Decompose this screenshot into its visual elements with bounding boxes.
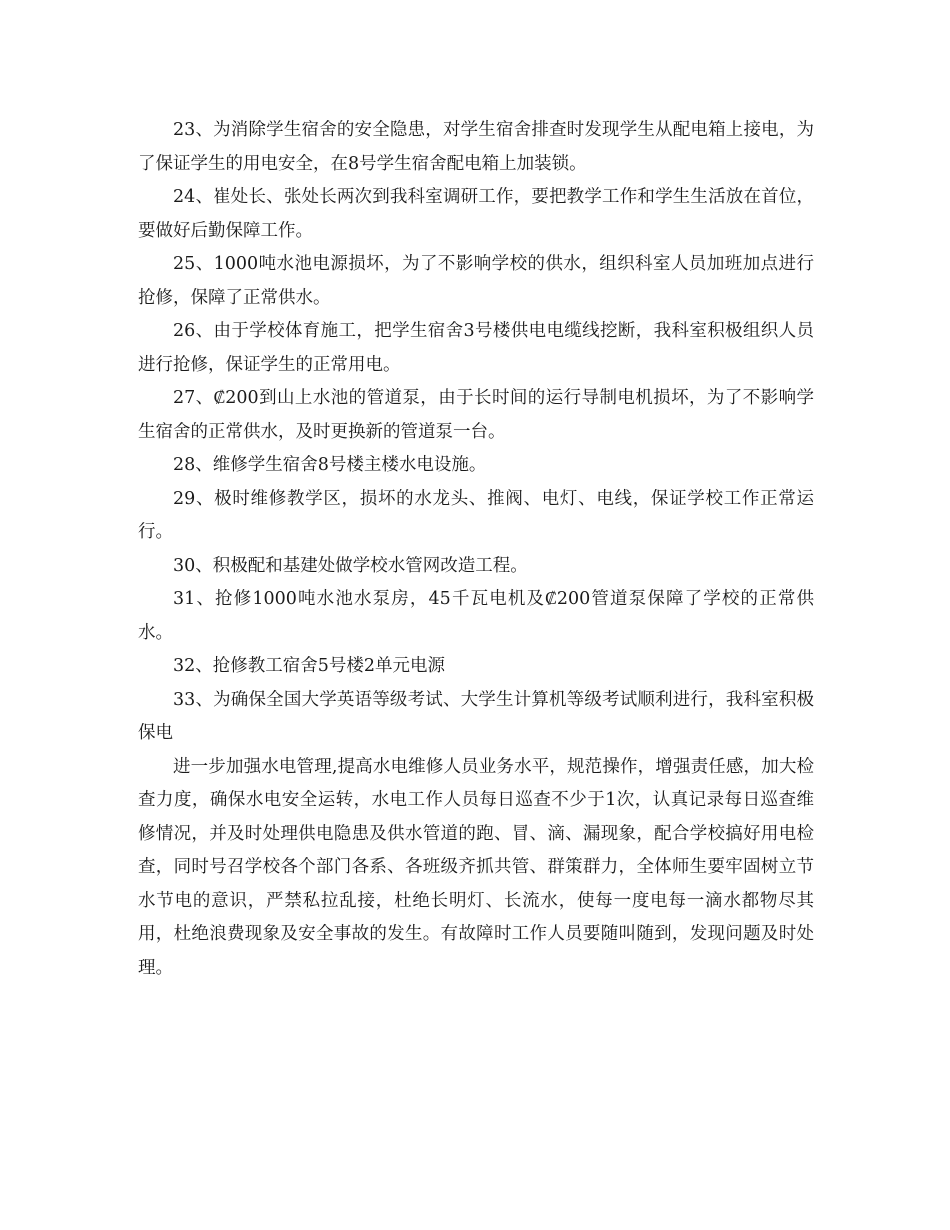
- paragraph-31: 31、抢修1000吨水池水泵房，45千瓦电机及₡200管道泵保障了学校的正常供水。: [138, 589, 814, 643]
- paragraph-32: 32、抢修教工宿舍5号楼2单元电源: [173, 656, 446, 676]
- paragraph-30: 30、积极配和基建处做学校水管网改造工程。: [173, 555, 528, 576]
- paragraph-33: 33、为确保全国大学英语等级考试、大学生计算机等级考试顺利进行，我科室积极保电: [138, 689, 814, 743]
- paragraph-24: 24、崔处长、张处长两次到我科室调研工作，要把教学工作和学生生活放在首位，要做好后勤保障工作。: [138, 187, 814, 241]
- paragraph-23: 23、为消除学生宿舍的安全隐患，对学生宿舍排查时发现学生从配电箱上接电，为了保证学生的用电安全，在8号学生宿舍配电箱上加装锁。: [138, 120, 814, 174]
- paragraph-28: 28、维修学生宿舍8号楼主楼水电设施。: [173, 455, 487, 475]
- paragraph-summary: 进一步加强水电管理,提高水电维修人员业务水平，规范操作，增强责任感，加大检查力度，确保水电安全运转，水电工作人员每日巡查不少于1次，认真记录每日巡查维修情况，并及时处理供电隐患及供水管道的跑、冒、滴、漏现象，配合学校搞好用电检查，同时号召学校各个部门各系、各班级齐抓共管、群策群力，全体师生要牢固树立节水节电的意识，严禁私拉乱接，杜绝长明灯、长流水，使每一度电每一滴水都物尽其用，杜绝浪费现象及安全事故的发生。有故障时工作人员要随叫随到，发现问题及时处理。: [138, 756, 814, 978]
- paragraph-25: 25、1000吨水池电源损坏，为了不影响学校的供水，组织科室人员加班加点进行抢修，保障了正常供水。: [138, 254, 814, 308]
- paragraph-26: 26、由于学校体育施工，把学生宿舍3号楼供电电缆线挖断，我科室积极组织人员进行抢修，保证学生的正常用电。: [138, 321, 814, 375]
- document-body: [138, 114, 814, 985]
- paragraph-29: 29、极时维修教学区，损坏的水龙头、推阀、电灯、电线，保证学校工作正常运行。: [138, 488, 814, 542]
- paragraph-27: 27、₡200到山上水池的管道泵，由于长时间的运行导制电机损坏，为了不影响学生宿舍的正常供水，及时更换新的管道泵一台。: [138, 388, 814, 442]
